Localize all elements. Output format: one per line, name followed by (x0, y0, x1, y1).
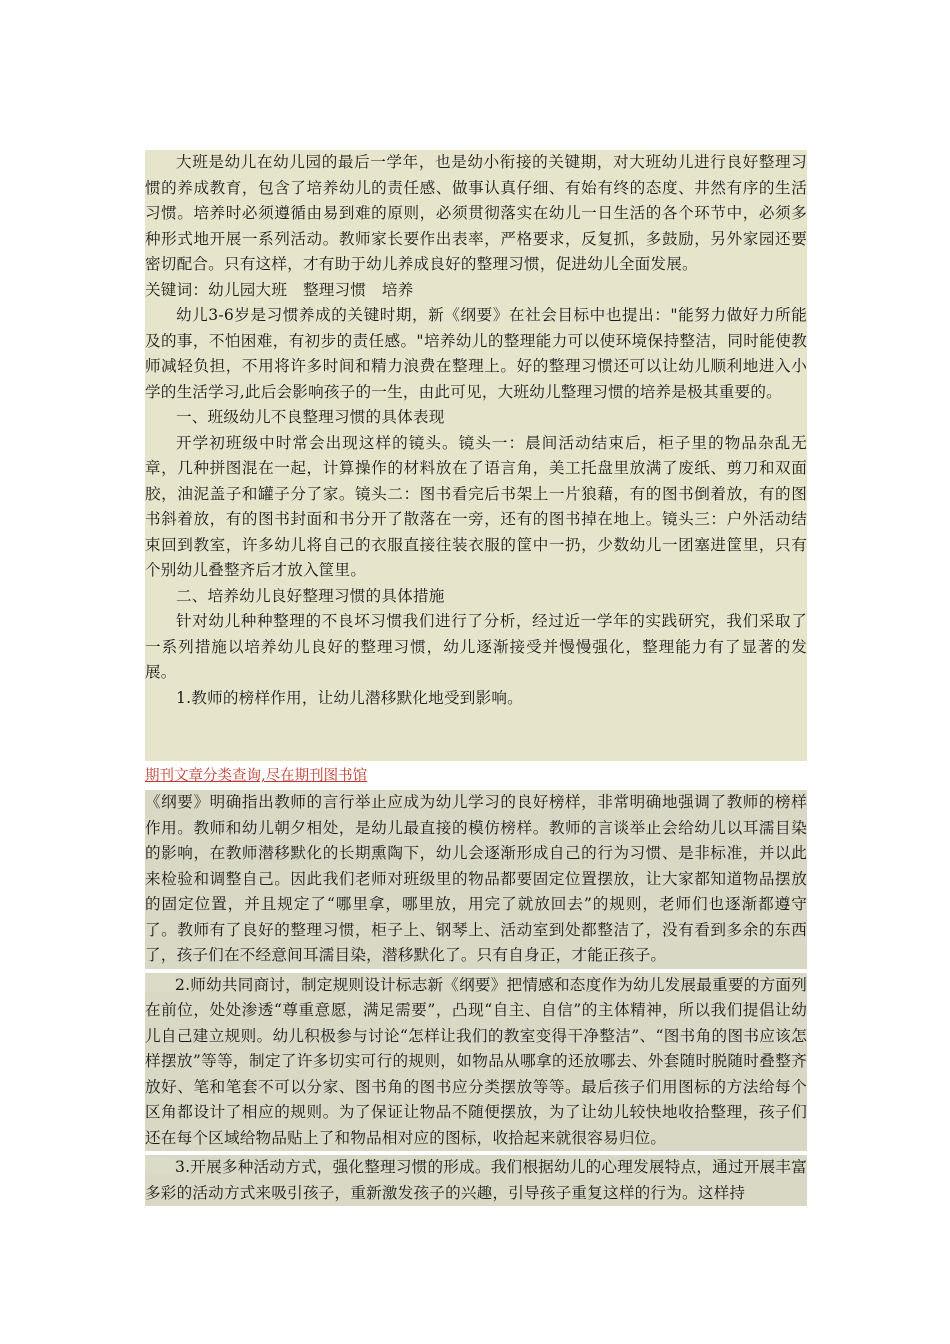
paragraph-1: 幼儿3-6岁是习惯养成的关键时期，新《纲要》在社会目标中也提出："能努力做好力所能及的事，不怕困难，有初步的责任感。"培养幼儿的整理能力可以使环境保持整洁，同时能使教师减轻负担，不用将许多时间和精力浪费在整理上。好的整理习惯还可以让幼儿顺利地进入小学的生活学习,此后会影响孩子的一生，由此可见，大班幼儿整理习惯的培养是极其重要的。 (145, 306, 807, 401)
document-page (145, 150, 807, 1206)
paragraph-6-text: 3.开展多种活动方式，强化整理习惯的形成。我们根据幼儿的心理发展特点，通过开展丰富多彩的活动方式来吸引孩子，重新激发孩子的兴趣，引导孩子重复这样的行为。这样持 (145, 1158, 807, 1202)
list-item-1: 1.教师的榜样作用，让幼儿潜移默化地受到影响。 (176, 688, 523, 707)
journal-link[interactable]: 期刊文章分类查询,尽在期刊图书馆 (145, 763, 807, 789)
intro-paragraph: 大班是幼儿在幼儿园的最后一学年，也是幼小衔接的关键期，对大班幼儿进行良好整理习惯的养成教育，包含了培养幼儿的责任感、做事认真仔细、有始有终的态度、井然有序的生活习惯。培养时必须遵循由易到难的原则，必须贯彻落实在幼儿一日生活的各个环节中，必须多种形式地开展一系列活动。教师家长要作出表率，严格要求，反复抓，多鼓励，另外家园还要密切配合。只有这样，才有助于幼儿养成良好的整理习惯，促进幼儿全面发展。 (145, 153, 807, 273)
section-heading-1: 一、班级幼儿不良整理习惯的具体表现 (176, 408, 445, 426)
highlighted-section-4 (145, 1155, 807, 1206)
indent-spacer (145, 975, 175, 992)
paragraph-5-text: 2.师幼共同商讨，制定规则设计标志新《纲要》把情感和态度作为幼儿发展最重要的方面列在前位，处处渗透“尊重意愿，满足需要”，凸现“自主、自信”的主体精神，所以我们提倡让幼儿自己建立规则。幼儿积极参与讨论“怎样让我们的教室变得干净整洁”、“图书角的图书应该怎样摆放”等等，制定了许多切实可行的规则，如物品从哪拿的还放哪去、外套随时脱随时叠整齐放好、笔和笔套不可以分家、图书角的图书应分类摆放等等。最后孩子们用图标的方法给每个区角都设计了相应的规则。为了保证让物品不随便摆放，为了让幼儿较快地收拾整理，孩子们还在每个区域给物品贴上了和物品相对应的图标，收拾起来就很容易归位。 (145, 975, 807, 1147)
paragraph-3: 针对幼儿种种整理的不良坏习惯我们进行了分析，经过近一学年的实践研究，我们采取了一系列措施以培养幼儿良好的整理习惯，幼儿逐渐接受并慢慢强化，整理能力有了显著的发展。 (145, 612, 807, 681)
paragraph-6 (145, 1155, 807, 1206)
section-heading-2: 二、培养幼儿良好整理习惯的具体措施 (176, 586, 445, 605)
indent-spacer (145, 1157, 175, 1174)
highlighted-section-3 (145, 973, 807, 1152)
section-gap (145, 711, 807, 761)
paragraph-4: 《纲要》明确指出教师的言行举止应成为幼儿学习的良好榜样，非常明确地强调了教师的榜样作用。教师和幼儿朝夕相处，是幼儿最直接的模仿榜样。教师的言谈举止会给幼儿以耳濡目染的影响，在教师潜移默化的长期熏陶下，幼儿会逐渐形成自己的行为习惯、是非标准，并以此来检验和调整自己。因此我们老师对班级里的物品都要固定位置摆放，让大家都知道物品摆放的固定位置，并且规定了“哪里拿，哪里放，用完了就放回去”的规则，老师们也逐渐都遵守了。教师有了良好的整理习惯，柜子上、钢琴上、活动室到处都整洁了，没有看到多余的东西了，孩子们在不经意间耳濡目染，潜移默化了。只有自身正，才能正孩子。 (145, 793, 807, 964)
paragraph-5 (145, 973, 807, 1152)
highlighted-section-2 (145, 790, 807, 969)
highlighted-section-1 (145, 150, 807, 761)
keywords-line: 关键词：幼儿园大班 整理习惯 培养 (145, 280, 414, 299)
paragraph-2: 开学初班级中时常会出现这样的镜头。镜头一：晨间活动结束后，柜子里的物品杂乱无章，几种拼图混在一起，计算操作的材料放在了语言角，美工托盘里放满了废纸、剪刀和双面胶，油泥盖子和罐子分了家。镜头二：图书看完后书架上一片狼藉，有的图书倒着放，有的图书斜着放，有的图书封面和书分开了散落在一旁，还有的图书掉在地上。镜头三：户外活动结束回到教室，许多幼儿将自己的衣服直接往装衣服的筐中一扔，少数幼儿一团塞进筐里，只有个别幼儿叠整齐后才放入筐里。 (145, 433, 807, 579)
